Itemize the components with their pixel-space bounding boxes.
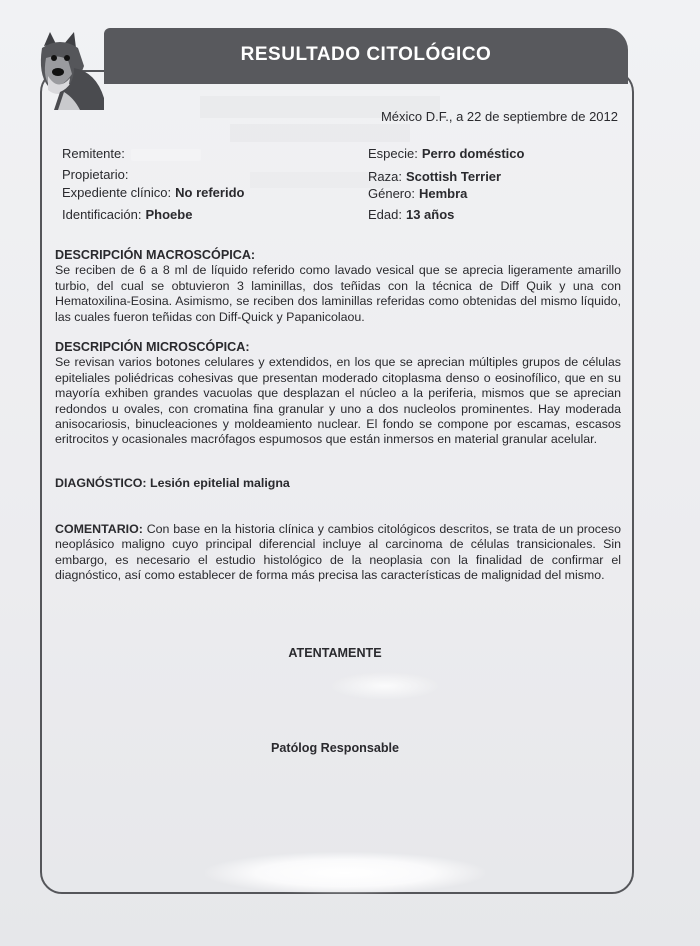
microscopic-text: Se revisan varios botones celulares y extendidos, en los que se aprecian múltiples grupos de células epiteliales poliédricas cohesivas que presentan moderado citoplasma denso o eosinofílico, que en su mayoría exhiben grandes vacuolas que desplazan el núcleo a la periferia, mismos que se aprecian redondos u ovales, con cromatina fina granular y uno a dos nucleolos prominentes. Hay moderada anisocariosis, binucleaciones y moldeamiento nuclear. El fondo se compone por escamas, escasos eritrocitos y ocasionales macrófagos espumosos que están inmersos en material granular acelular. [55,355,621,447]
macroscopic-text: Se reciben de 6 a 8 ml de líquido referido como lavado vesical que se aprecia ligeramente amarillo turbio, del cual se obtuvieron 3 laminillas, dos teñidas con la técnica de Diff Quik y una con Hematoxilina-Eosina. Asimismo, se reciben dos laminillas referidas como obtenidas del mismo líquido, las cuales fueron teñidas con Diff-Quick y Papanicolaou. [55,263,621,324]
breed-value: Scottish Terrier [405,169,502,184]
schnauzer-dog-icon [34,28,108,110]
redacted-footer [205,852,485,894]
redacted-signature [330,672,440,700]
closing-text: ATENTAMENTE [288,646,382,660]
sender-field [62,146,201,161]
record-label: Expediente clínico: [62,185,172,200]
diagnosis-section [55,476,621,491]
macroscopic-heading: DESCRIPCIÓN MACROSCÓPICA: [55,248,256,262]
comment-text: Con base en la historia clínica y cambios citológicos descritos, se trata de un proceso neoplásico maligno cuyo principal diferencial incluye al carcinoma de células transicionales. Sin embargo, es necesario el estudio histológico de la neoplasia con la finalidad de confirmar el diagnóstico, así como establecer de forma más precisa las características de malignidad del mismo. [55,522,621,583]
title-banner [104,28,628,84]
comment-section [55,522,621,584]
owner-label: Propietario: [62,167,129,182]
species-field [368,146,524,161]
macroscopic-section [55,248,621,325]
comment-heading: COMENTARIO: [55,522,143,536]
age-field [368,207,454,222]
breed-label: Raza: [368,169,402,184]
diagnosis-text: Lesión epitelial maligna [150,476,290,490]
species-label: Especie: [368,146,418,161]
owner-field [62,167,128,182]
sender-label: Remitente: [62,146,125,161]
species-value: Perro doméstico [421,146,525,161]
report-date: México D.F., a 22 de septiembre de 2012 [380,109,618,124]
diagnosis-heading: DIAGNÓSTICO: [55,476,147,490]
identification-value: Phoebe [145,207,193,222]
age-value: 13 años [405,207,455,222]
record-field [62,185,244,200]
signature-title: Patólog Responsable [270,741,400,755]
microscopic-heading: DESCRIPCIÓN MICROSCÓPICA: [55,340,250,354]
gender-value: Hembra [418,186,468,201]
redacted-sender [131,149,201,161]
identification-field [62,207,192,222]
breed-field [368,169,501,184]
microscopic-section [55,340,621,448]
age-label: Edad: [368,207,402,222]
gender-field [368,186,467,201]
gender-label: Género: [368,186,415,201]
record-value: No referido [175,185,245,200]
page-title: RESULTADO CITOLÓGICO [240,44,492,65]
identification-label: Identificación: [62,207,142,222]
